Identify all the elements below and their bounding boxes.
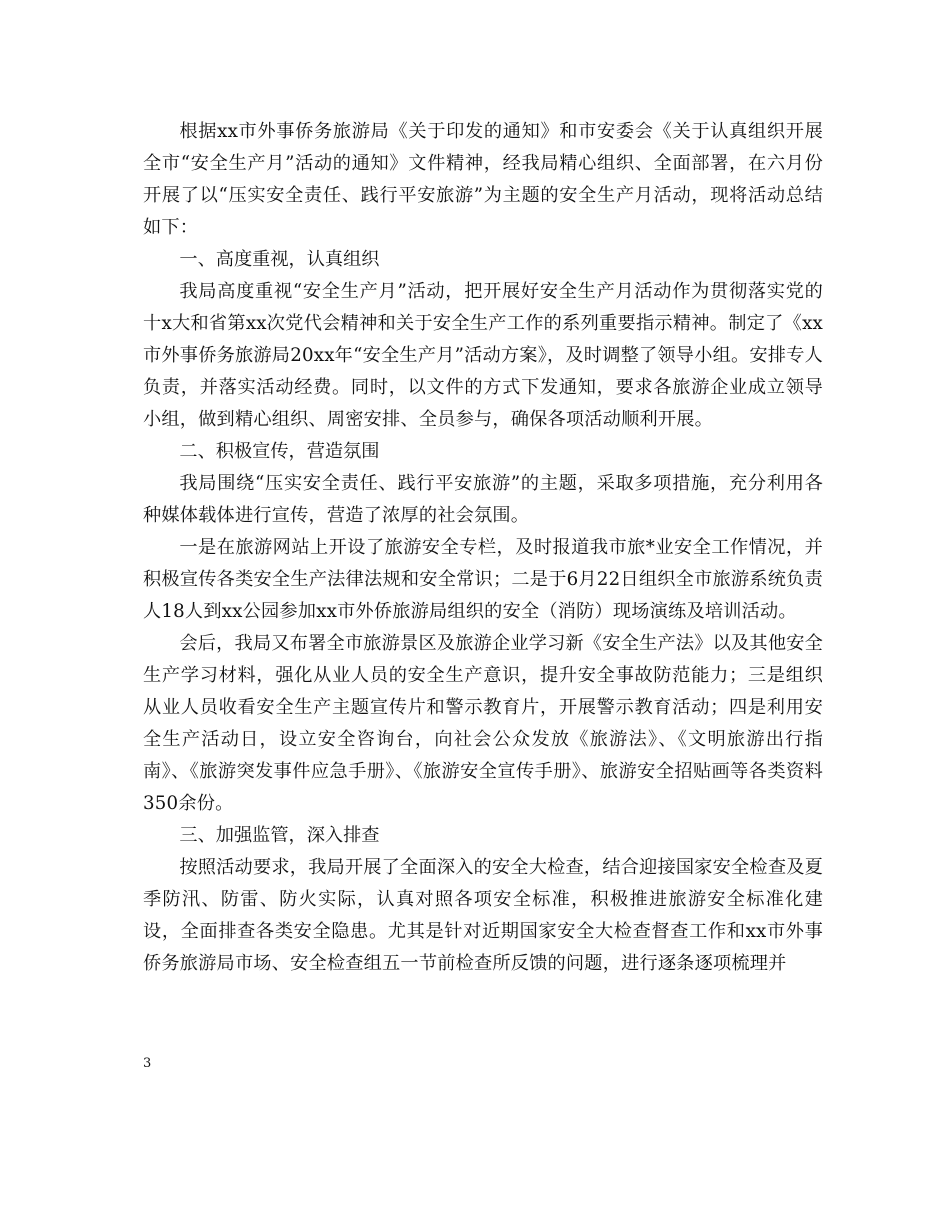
section-heading-3: 三、加强监管，深入排查 bbox=[179, 825, 380, 846]
paragraph-section-2a: 我局围绕“压实安全责任、践行平安旅游”的主题，采取多项措施，充分利用各种媒体载体进行宣传，营造了浓厚的社会氛围。 bbox=[143, 473, 823, 526]
section-heading-1: 一、高度重视，认真组织 bbox=[179, 249, 380, 270]
paragraph-intro: 根据xx市外事侨务旅游局《关于印发的通知》和市安委会《关于认真组织开展全市“安全生产月”活动的通知》文件精神，经我局精心组织、全面部署，在六月份开展了以“压实安全责任、践行平安旅游”为主题的安全生产月活动，现将活动总结如下： bbox=[143, 121, 823, 238]
paragraph-section-2b: 一是在旅游网站上开设了旅游安全专栏，及时报道我市旅*业安全工作情况，并积极宣传各类安全生产法律法规和安全常识；二是于6月22日组织全市旅游系统负责人18人到xx公园参加xx市外侨旅游局组织的安全（消防）现场演练及培训活动。 bbox=[143, 537, 823, 622]
section-heading-2: 二、积极宣传，营造氛围 bbox=[179, 441, 380, 462]
paragraph-section-1: 我局高度重视“安全生产月”活动，把开展好安全生产月活动作为贯彻落实党的十x大和省第xx次党代会精神和关于安全生产工作的系列重要指示精神。制定了《xx市外事侨务旅游局20xx年“安全生产月”活动方案》，及时调整了领导小组。安排专人负责，并落实活动经费。同时，以文件的方式下发通知，要求各旅游企业成立领导小组，做到精心组织、周密安排、全员参与，确保各项活动顺利开展。 bbox=[143, 281, 823, 430]
paragraph-section-3: 按照活动要求，我局开展了全面深入的安全大检查，结合迎接国家安全检查及夏季防汛、防雷、防火实际，认真对照各项安全标准，积极推进旅游安全标准化建设，全面排查各类安全隐患。尤其是针对近期国家安全大检查督查工作和xx市外事侨务旅游局市场、安全检查组五一节前检查所反馈的问题，进行逐条逐项梳理并 bbox=[143, 857, 823, 974]
paragraph-section-2c: 会后，我局又布署全市旅游景区及旅游企业学习新《安全生产法》以及其他安全生产学习材料，强化从业人员的安全生产意识，提升安全事故防范能力；三是组织从业人员收看安全生产主题宣传片和警示教育片，开展警示教育活动；四是利用安全生产活动日，设立安全咨询台，向社会公众发放《旅游法》、《文明旅游出行指南》、《旅游突发事件应急手册》、《旅游安全宣传手册》、旅游安全招贴画等各类资料350余份。 bbox=[143, 633, 823, 814]
page-number: 3 bbox=[143, 1056, 152, 1071]
document-body bbox=[143, 116, 823, 980]
